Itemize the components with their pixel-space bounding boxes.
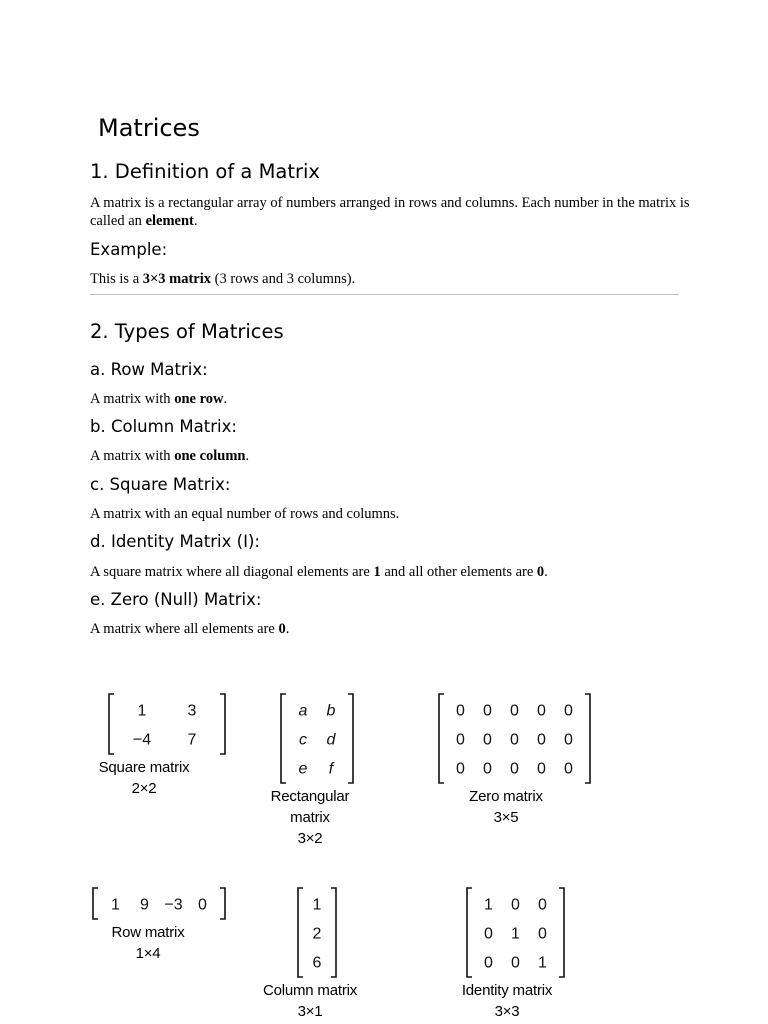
left-bracket (467, 888, 472, 977)
zero-matrix-text: A matrix where all elements are (90, 621, 279, 637)
matrix-cell: 0 (510, 702, 519, 720)
matrix-cell: 3 (187, 702, 197, 720)
example-text: This is a (90, 271, 143, 287)
rectangular-matrix-caption-name: Rectangular (270, 788, 350, 805)
matrix-cell: 0 (510, 760, 519, 778)
matrix-cell: 0 (564, 702, 573, 720)
right-bracket (348, 694, 353, 783)
matrix-cell: 0 (456, 760, 465, 778)
matrix-cell: 1 (137, 702, 147, 720)
identity-matrix-bold-zero: 0 (536, 564, 545, 580)
matrix-cell: −4 (132, 731, 152, 749)
right-bracket (220, 694, 225, 754)
identity-matrix-svg (466, 887, 565, 978)
matrix-cell: e (298, 760, 308, 778)
zero-matrix-example (438, 693, 591, 784)
matrix-cell: 0 (484, 925, 493, 943)
matrix-cell: 0 (564, 731, 573, 749)
square-matrix-caption (80, 757, 208, 799)
rectangular-matrix-caption-name-2: matrix (290, 809, 330, 826)
matrix-cell: 0 (537, 731, 546, 749)
matrix-cell: 0 (538, 896, 547, 914)
matrix-cell: 2 (312, 925, 322, 943)
zero-matrix-caption-name: Zero matrix (469, 788, 543, 805)
rectangular-matrix-caption-size: 3×2 (297, 830, 323, 847)
rectangular-matrix-caption (250, 786, 370, 849)
matrix-cell: a (298, 702, 308, 720)
rectangular-matrix-example (280, 693, 354, 784)
definition-text-end: . (193, 213, 198, 229)
section-2-heading: 2. Types of Matrices (90, 320, 284, 343)
matrix-cell: d (326, 731, 336, 749)
identity-matrix-text-mid: and all other elements are (380, 564, 537, 580)
row-matrix-caption-size: 1×4 (135, 945, 161, 962)
matrix-cell: 1 (484, 896, 493, 914)
left-bracket (93, 888, 98, 919)
column-matrix-bold: one column (174, 448, 246, 464)
matrix-cell: 1 (111, 896, 120, 914)
column-matrix-svg (297, 887, 337, 978)
right-bracket (331, 888, 336, 977)
left-bracket (439, 694, 444, 783)
example-bold-term: 3×3 matrix (142, 271, 212, 287)
matrix-cell: 9 (140, 896, 149, 914)
matrix-cell: b (326, 702, 336, 720)
square-matrix-caption-name: Square matrix (98, 759, 190, 776)
row-matrix-bold: one row (174, 391, 224, 407)
matrix-cell: 0 (483, 731, 492, 749)
row-matrix-caption (88, 922, 208, 964)
column-matrix-example (297, 887, 337, 978)
column-matrix-text-end: . (245, 448, 250, 464)
matrix-cell: 0 (484, 954, 493, 972)
column-matrix-text: A matrix with (90, 448, 175, 464)
zero-matrix-caption (446, 786, 566, 828)
example-heading: Example: (90, 240, 168, 259)
left-bracket (298, 888, 303, 977)
right-bracket (220, 888, 225, 919)
matrix-cell: 0 (510, 731, 519, 749)
identity-matrix-text: A square matrix where all diagonal elements are (90, 564, 374, 580)
right-bracket (559, 888, 564, 977)
rect-matrix-svg (280, 693, 354, 784)
matrix-cell: 0 (198, 896, 207, 914)
matrix-cell: −3 (164, 896, 183, 914)
matrix-cell: 6 (312, 954, 322, 972)
matrix-cell: 0 (456, 702, 465, 720)
identity-matrix-example (466, 887, 565, 978)
column-matrix-caption-name: Column matrix (262, 982, 358, 999)
matrix-cell: 0 (483, 760, 492, 778)
matrix-cell: 0 (456, 731, 465, 749)
example-text-end: (3 rows and 3 columns). (211, 271, 356, 287)
row-matrix-caption-name: Row matrix (111, 924, 185, 941)
page-title: Matrices (98, 114, 200, 142)
identity-matrix-heading: d. Identity Matrix (I): (90, 532, 260, 551)
square-matrix-svg (108, 693, 226, 755)
zero-matrix-svg (438, 693, 591, 784)
matrix-cell: f (328, 760, 334, 778)
matrix-cell: 1 (538, 954, 547, 972)
matrix-cell: 1 (511, 925, 520, 943)
left-bracket (281, 694, 286, 783)
row-matrix-text-end: . (223, 391, 228, 407)
identity-matrix-caption (446, 980, 568, 1022)
identity-matrix-caption-size: 3×3 (494, 1003, 520, 1020)
zero-matrix-caption-size: 3×5 (493, 809, 519, 826)
matrix-cell: 0 (537, 760, 546, 778)
column-matrix-caption-size: 3×1 (297, 1003, 323, 1020)
definition-bold-term: element (145, 213, 194, 229)
square-matrix-heading: c. Square Matrix: (90, 475, 231, 494)
definition-text: A matrix is a rectangular array of numbers arranged in rows and columns. Each number in the matrix is called an (90, 195, 690, 229)
row-matrix-svg (92, 887, 226, 920)
identity-matrix-caption-name: Identity matrix (461, 982, 553, 999)
identity-matrix-text-end: . (544, 564, 548, 580)
matrix-cell: 1 (312, 896, 322, 914)
right-bracket (585, 694, 590, 783)
square-matrix-example (108, 693, 226, 755)
square-matrix-text: A matrix with an equal number of rows and columns. (90, 506, 400, 522)
section-1-heading: 1. Definition of a Matrix (90, 160, 320, 183)
matrix-cell: 0 (538, 925, 547, 943)
row-matrix-example (92, 887, 226, 920)
row-matrix-text: A matrix with (90, 391, 175, 407)
row-matrix-heading: a. Row Matrix: (90, 360, 208, 379)
zero-matrix-text-end: . (285, 621, 290, 637)
matrix-cell: 0 (511, 954, 520, 972)
matrix-cell: 7 (187, 731, 197, 749)
identity-matrix-bold-one: 1 (373, 564, 381, 580)
zero-matrix-bold: 0 (278, 621, 286, 637)
matrix-cell: 0 (483, 702, 492, 720)
matrix-cell: 0 (564, 760, 573, 778)
matrix-cell: 0 (511, 896, 520, 914)
square-matrix-caption-size: 2×2 (131, 780, 157, 797)
matrix-cell: 0 (537, 702, 546, 720)
column-matrix-caption (250, 980, 370, 1022)
left-bracket (109, 694, 114, 754)
column-matrix-heading: b. Column Matrix: (90, 417, 237, 436)
zero-matrix-heading: e. Zero (Null) Matrix: (90, 590, 262, 609)
matrix-cell: c (299, 731, 307, 749)
